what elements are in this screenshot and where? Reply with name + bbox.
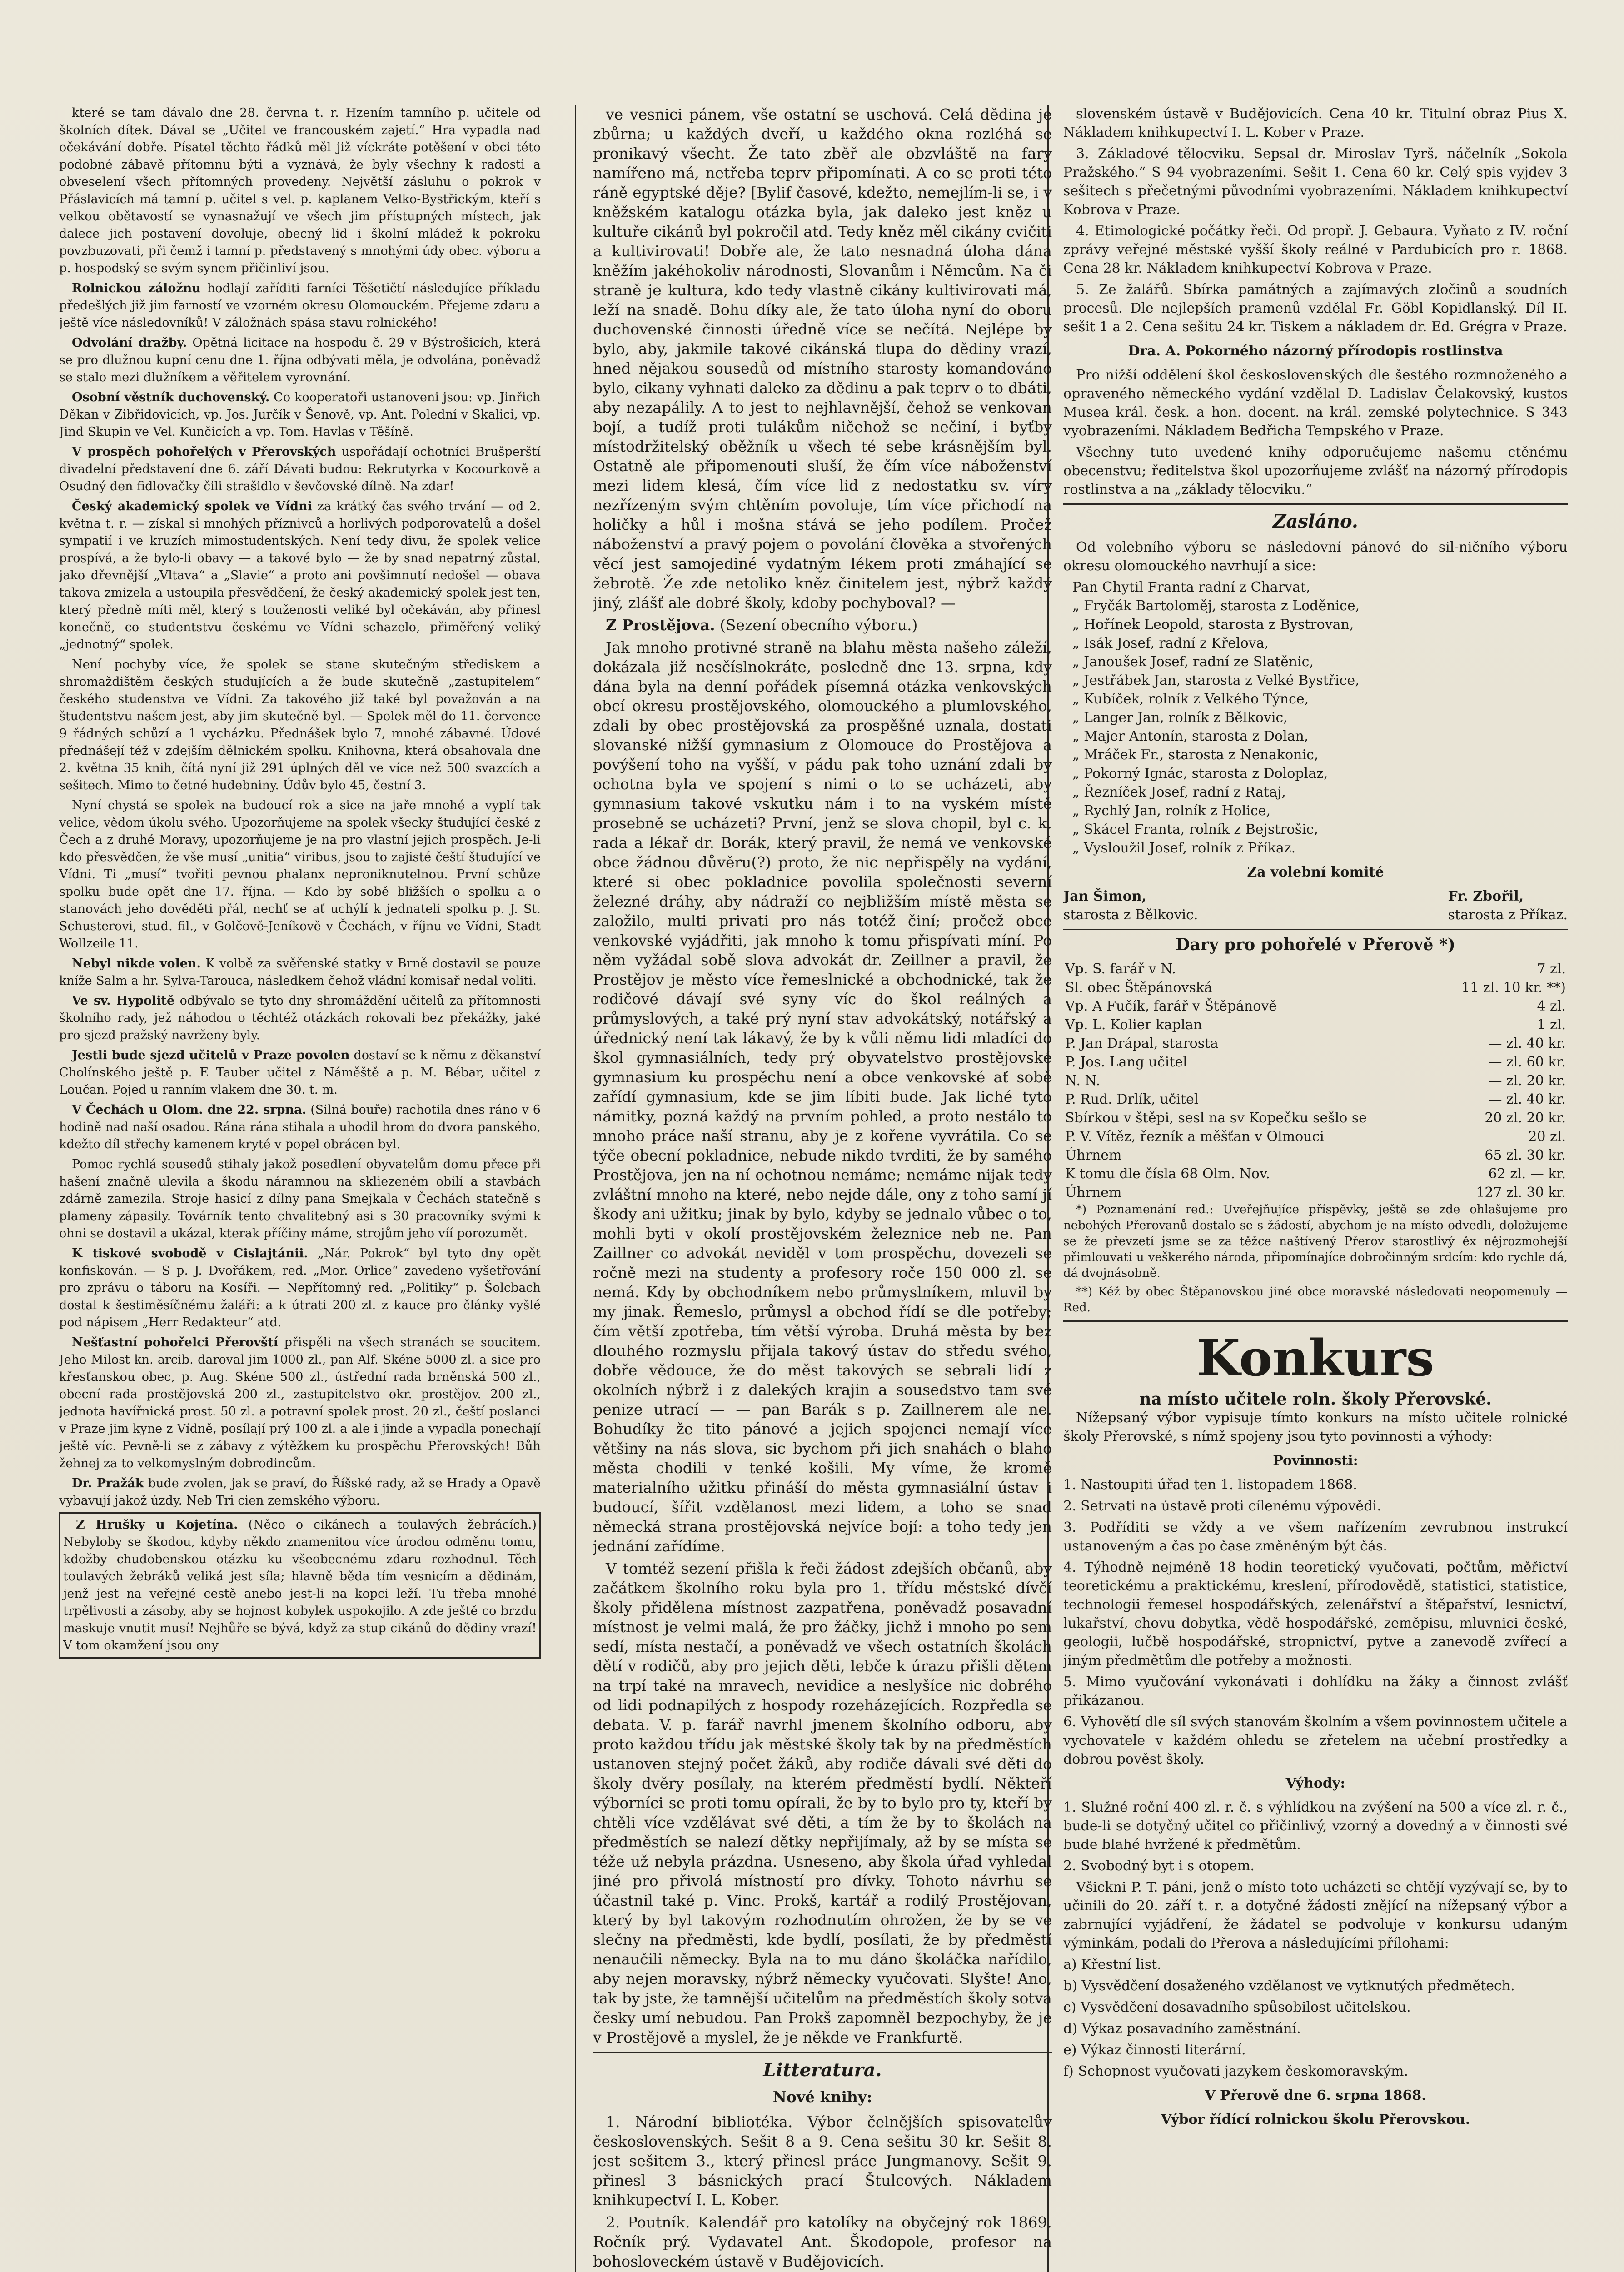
donor: Vp. L. Kolier kaplan bbox=[1065, 1017, 1202, 1033]
divider bbox=[593, 2052, 1052, 2053]
candidate-item: „ Kubíček, rolník z Velkého Týnce, bbox=[1072, 691, 1309, 707]
signer: Výbor řídící rolnickou školu Přerovskou. bbox=[1161, 2112, 1470, 2128]
paragraph: Nížepsaný výbor vypisuje tímto konkurs na místo učitele rolnické školy Přerovské, s nímž spojeny jsou tyto povinnosti a výhody: bbox=[1063, 1410, 1568, 1445]
amount: — zl. 40 kr. bbox=[1488, 1036, 1566, 1051]
duty-item: 1. Nastoupiti úřad ten 1. listopadem 1868. bbox=[1063, 1477, 1357, 1493]
amount: 20 zl. 20 kr. bbox=[1485, 1110, 1566, 1126]
paragraph: Všickni P. T. páni, jenž o místo toto ucházeti se chtějí vyzývají se, by to učinili do 20. září t. r. a dotyčné žádosti znějící na nížepsaný výbor a zabrnující vyjádření, že žádatel se podvoluje v konkursu udaným výminkám, podali do Přerova a následujícími přílohami: bbox=[1063, 1879, 1568, 1951]
candidate-item: „ Hořínek Leopold, starosta z Bystrovan, bbox=[1072, 617, 1354, 633]
benefits-list bbox=[1063, 1798, 1568, 1875]
paragraph: Všechny tuto uvedené knihy odporučujeme našemu ctěnému obecenstvu; ředitelstva škol upozorňujeme zvlášť na názorný přírodopis rostlinstva a na „základy tělocviku.“ bbox=[1063, 444, 1568, 498]
attachment-item: c) Vysvědčení dosavadního spůsobilost učitelskou. bbox=[1063, 1999, 1411, 2015]
book-entry: 1. Národní bibliotéka. Výbor čelnějších spisovatelův československých. Sešit 8 a 9. Cena sešitu 30 kr. Sešit 8. jest sešitem 3., který přinesl práce Jungmanovy. Sešit 9. přinesl 3 básnických prací Štulcových. Nákladem knihkupectví I. L. Kober. bbox=[593, 2113, 1052, 2209]
book-entry: 2. Poutník. Kalendář pro katolíky na obyčejný rok 1869. Ročník prý. Vydavatel Ant. Škodopole, profesor na bohosloveckém ústavě v Budějovicích. bbox=[593, 2213, 1052, 2270]
lead: Nebyl nikde volen. bbox=[72, 957, 201, 971]
donation-row bbox=[1063, 997, 1568, 1016]
donation-row bbox=[1063, 1127, 1568, 1146]
donation-row bbox=[1063, 960, 1568, 978]
candidate-item: „ Jestřábek Jan, starosta z Velké Bystřice, bbox=[1072, 673, 1360, 688]
attachment-item: e) Výkaz činnosti literární. bbox=[1063, 2042, 1246, 2058]
candidate-item: „ Řezníček Josef, radní z Rataj, bbox=[1072, 784, 1286, 800]
paragraph: Pomoc rychlá sousedů stihaly jakož posedlení obyvatelům domu přece při hašení značně ulevila a škodu náramnou na skliezeném obilí a stavbách zdárně zamezila. Stroje hasicí z dílny pana Smejkala v Čechách statečně s plameny zápasily. Továrník tento chvalitebný asi s 30 pracovníky svými k ohni se dostavil a ukázal, kterak příčiny máme, strojům jeho víí porozumět. bbox=[59, 1157, 541, 1241]
signature-right: Fr. Zbořil, starosta z Příkaz. bbox=[1448, 888, 1568, 923]
subheading: Z Prostějova. (Sezení obecního výboru.) bbox=[606, 616, 918, 634]
amount: 127 zl. 30 kr. bbox=[1476, 1185, 1566, 1201]
paragraph: Rolnickou záložnu hodlají zaříditi farníci Těšetičtí následujíce příkladu předešlých již jim farností ve vzorném okresu Olomouckém. Přejeme zdaru a ještě více následovníků! V záložnách spása stavu rolnického! bbox=[59, 281, 541, 330]
lead: V Čechách u Olom. dne 22. srpna. bbox=[72, 1103, 307, 1117]
paragraph: Nešťastní pohořelci Přerovští přispěli na všech stranách se soucitem. Jeho Milost kn. arcib. daroval jim 1000 zl., pan Alf. Skéne 5000 zl. a sice pro křesťanskou obec, p. Aug. Skéne 500 zl., ústřední rada brněnská 500 zl., obecní rada prostějovská 200 zl., zastupitelstvo okr. prostějov. 200 zl., jednota havířnická prost. 50 zl. a potravní spolek prost. 20 zl., čeští poslanci v Praze jim kyne z Vídně, posílají prý 100 zl. a ale i jinde a vypadla ponechají ještě víc. Pevně-li se z zábavy z výtěžkem ku prospěchu Přerovských! Bůh žehnej za to velkomyslným dobrodincům. bbox=[59, 1335, 541, 1470]
duties-list bbox=[1063, 1475, 1568, 1769]
amount: 4 zl. bbox=[1537, 998, 1566, 1014]
benefit-item: 2. Svobodný byt i s otopem. bbox=[1063, 1858, 1255, 1874]
attachments-list bbox=[1063, 1955, 1568, 2081]
paragraph: K tiskové svobodě v Cislajtánii. „Nár. Pokrok“ byl tyto dny opět konfiskován. — S p. J. Dvořákem, red. „Mor. Orlice“ zavedeno vyšetřování pro zprávu o táboru na Kosíři. — Nepřítomný red. „Politiky“ p. Šolcbach dostal k šestiměsíčnému žaláři: a k útrati 200 zl. z kauce pro články vyšlé pod nápisem „Herr Redakteur“ atd. bbox=[59, 1246, 541, 1330]
lead: K tiskové svobodě v Cislajtánii. bbox=[72, 1246, 308, 1261]
donations-title: Dary pro pohořelé v Přerově *) bbox=[1176, 935, 1455, 954]
paragraph: V tomtéž sezení přišla k řeči žádost zdejších občanů, aby začátkem školního roku byla pro 1. třídu městské dívčí školy přidělena místnost zazpatřena, poněvadž posavadní místnost je velmi malá, že pro žáčky, jichž i mnoho po sem sedí, místa nestačí, a poněvadž ve všech ostatních školách dětí v rodičů, aby pro jejich děti, lebče k úrazu přišli dětem na trpí také na mravech, nevidice a neslyšíce nic dobrého od lidi podnapilých z hospody rozeházejících. Rozpředla se debata. V. p. farář navrhl jmenem školního odboru, aby proto každou třídu jak městské školy tak by na předměstích ustanoven stejný počet žáků, aby rodiče dávali své děti do školy dvěry posílaly, na kterém předměstí bydlí. Někteří výborníci se proti tomu opírali, že by to bylo pro ty, kteří by chtěli více vzdělávat své děti, a tím že by to školách na předměstích se nalezí dětky nepřijímaly, až by se místa se téže už nebyla prázdna. Usneseno, aby škola úřad vyhledal jiné pro přivolá místností pro dívky. Tohoto návrhu se účastnil také p. Vinc. Prokš, kartář a rodilý Prostějovan, který by byl takovým rozhodnutím ohrožen, že by se ve slečny na předměsti, kde bydlí, posílati, že by předměstí nenaučili německy. Byla na to mu dáno školáčka nařídilo, aby nejen moravsky, nýbrž německy vyučovati. Slyšte! Ano, tak by jste, že tamnější učitelům na předměstích školy sotva česky umí nebudou. Pan Prokš zapomněl bezpochyby, že je v Prostějově a myslel, že je někde ve Frankfurtě. bbox=[593, 1560, 1052, 2046]
donor: N. N. bbox=[1065, 1073, 1101, 1089]
candidate-item: „ Langer Jan, rolník z Bělkovic, bbox=[1072, 710, 1288, 726]
footnote: *) Poznamenání red.: Uveřejňujíce příspěvky, ještě se zde ohlašujeme pro nebohých Přerovanů dostalo se s žádostí, abychom je na místo odvedli, doložujeme se že převzetí jsme se za těžce naštívený Přerov starostlivý ěx nějrozmohejší přimlouvati u veškerého národa, připomínajíce dobročinným srdcím: kdo rychle dá, dá dvojnásobně. bbox=[1063, 1203, 1568, 1280]
candidate-item: „ Vysloužil Josef, rolník z Příkaz. bbox=[1072, 840, 1296, 856]
benefit-item: 1. Služné roční 400 zl. r. č. s výhlídkou na zvýšení na 500 a více zl. r. č., bude-li se dotyčný učitel co přičinlivý, vzorný a dovedný a v činnosti své bude blahé hvržené k předmětům. bbox=[1063, 1799, 1568, 1853]
candidate-item: „ Janoušek Josef, radní ze Slatěnic, bbox=[1072, 654, 1314, 670]
book-heading: Dra. A. Pokorného názorný přírodopis rostlinstva bbox=[1128, 343, 1503, 359]
book-entry: 5. Ze žalářů. Sbírka památných a zajímavých zločinů a soudních procesů. Dle nejlepších pramenů vzdělal Fr. Göbl Kopidlanský. Díl II. sešit 1 a 2. Cena sešitu 24 kr. Tiskem a nákladem dr. Ed. Grégra v Praze. bbox=[1063, 282, 1568, 335]
divider bbox=[1063, 1320, 1568, 1322]
signature-left: Jan Šimon, starosta z Bělkovic. bbox=[1063, 888, 1198, 923]
lead: Ve sv. Hypolitě bbox=[72, 994, 175, 1008]
paragraph: ve vesnici pánem, vše ostatní se uschová. Celá dědina je zbůrna; u každých dveří, u každého okna rozléhá se pronikavý všecht. Že tato zběř ale obzvláště na fary namířeno má, netřeba teprv připomínati. A co se proti této ráně egyptské děje? [Bylif časové, kdežto, nemejlím-li se, i v kněžském katalogu otázka byla, jak daleko jest kněz u kultuře cikánů byl pokročil atd. Tedy kněz měl cikány cvičiti a kultivirovati! Dobře ale, že tato nesnadná úloha dána kněžím jakéhokoliv národnosti, Slovanům i Němcům. Na či straně je kultura, kdo tedy vlastně cikány kultivirovati má, leží na snadě. Bohu díky ale, že tato úloha nyní do oboru duchovenské činnosti úředně více se nečítá. Nejlépe by bylo, aby, jakmile takové cikánská tlupa do dědiny vrazí, hned nějakou sousedů od místního starosty komandováno bylo, cikany vyhnati daleko za dědinu a pak teprv o to dbáti, aby nezapálily. A to jest to nejhlavnější, čehož se venkovan bojí, a tudíž proti tulákům ničehož se nečiní, i byťby místodržitelský oběžník u všech té sebe krásnějším byl. Ostatně ale připomenouti sluší, že čím více náboženství mezi lidem klesá, čím více lid z nedostatku sv. víry nezřízeným svým chtěním povoluje, tím více přichodí na holičky a hůl i mošna stává se jeho podílem. Pročež náboženství a pravý pojem o povolání člověka a stvořených věcí jest samojediné vydatným lékem proti zmáhající se žebrotě. Že zde netoliko kněz činitelem jest, nýbrž každý jiný, zlášť ale dobré školy, kdoby pochyboval? — bbox=[593, 105, 1052, 612]
lead: Český akademický spolek ve Vídni bbox=[72, 499, 312, 513]
paragraph: Český akademický spolek ve Vídni za krátký čas svého trvání — od 2. května t. r. — získal si mnohých příznivců a horlivých podporovatelů a došel sympatií i ve kruzích mimostudentských. Není tedy divu, že spolek velice prospívá, a že bylo-li obavy — a takové bylo — že by snad nepatrný zůstal, jako dřevnější „Vltava“ a „Slavie“ a proto ani povšimnutí nedošel — obava takova zmizela a ustoupila přesvědčení, že český akademický spolek jest ten, který předně míti měl, který s touženosti veliké byl očekáván, aby přinesl konečně, co studentstvu českému ve Vídni schazelo, přiměřený veliký „jednotný“ spolek. bbox=[59, 499, 541, 652]
donor: P. Jan Drápal, starosta bbox=[1065, 1036, 1219, 1051]
donation-row bbox=[1063, 1034, 1568, 1053]
donation-row bbox=[1063, 1146, 1568, 1165]
amount: — zl. 20 kr. bbox=[1488, 1073, 1566, 1089]
section-title-literature: Litteratura. bbox=[763, 2059, 882, 2081]
amount: 20 zl. bbox=[1528, 1129, 1566, 1145]
amount: — zl. 60 kr. bbox=[1488, 1054, 1566, 1070]
section-title-zaslano: Zasláno. bbox=[1273, 511, 1358, 532]
paragraph: Nyní chystá se spolek na budoucí rok a sice na jaře mnohé a vyplí tak velice, vědom úkolu svého. Upozorňujeme na spolek všecky študující české z Čech a z druhé Moravy, upozorňujeme je na pro vlastní jejich prospěch. Je-li kdo přesvědčen, že vše musí „unitia“ viribus, jsou to zajisté čeští študující ve Vídni. Ti „musí“ tvořiti pevnou phalanx neproniknutelnou. První schůze spolku bude opět dne 17. října. — Kdo by sobě bližších o spolku a o stanovách jeho dověděti přál, nechť se ať uchýlí k jednateli spolku p. J. St. Schusterovi, stud. fil., v Golčově-Jeníkově v Čechách, v říjnu ve Vídni, Stadt Wollzeile 11. bbox=[59, 798, 541, 951]
paragraph: Jestli bude sjezd učitelů v Praze povolen dostaví se k němu z děkanství Cholínského ještě p. E Tauber učitel z Náměště a p. M. Bébar, učitel z Loučan. Pojed u ranním vlakem dne 30. t. m. bbox=[59, 1048, 541, 1097]
duty-item: 2. Setrvati na ústavě proti cílenému výpovědi. bbox=[1063, 1498, 1381, 1514]
book-entry: slovenském ústavě v Budějovicích. Cena 40 kr. Titulní obraz Pius X. Nákladem knihkupectví I. L. Kober v Praze. bbox=[1063, 106, 1568, 140]
paragraph: Ve sv. Hypolitě odbývalo se tyto dny shromáždění učitelů za přítomnosti školního rady, jež náhodou o těchtéž otázkách rokovali bez překážky, jaké pro sjezd pražský navrženy byly. bbox=[59, 994, 541, 1042]
lead: Dr. Pražák bbox=[72, 1476, 144, 1490]
column-left bbox=[59, 105, 541, 2272]
column-middle bbox=[593, 105, 1052, 2272]
book-entry: 3. Základové tělocviku. Sepsal dr. Miroslav Tyrš, náčelník „Sokola Pražského.“ S 94 vyobrazeními. Sešit 1. Cena 60 kr. Celý spis vyjdev 3 sešitech s přečetnými původními vyobrazeními. Nákladem knihkupectví Kobrova v Praze. bbox=[1063, 146, 1568, 218]
attachment-item: d) Výkaz posavadního zaměstnání. bbox=[1063, 2021, 1301, 2037]
amount: 7 zl. bbox=[1537, 961, 1566, 977]
lead: V prospěch pohořelých v Přerovských bbox=[72, 445, 336, 459]
book-entry: 4. Etimologické počátky řeči. Od propř. J. Gebaura. Vyňato z IV. roční zprávy veřejné městské vyšší školy reálné v Pardubicích pro r. 1868. Cena 28 kr. Nákladem knihkupectví Kobrova v Praze. bbox=[1063, 223, 1568, 276]
lead: Jestli bude sjezd učitelů v Praze povolen bbox=[72, 1048, 350, 1062]
lead: Odvolání dražby. bbox=[72, 336, 187, 350]
donation-row bbox=[1063, 1016, 1568, 1034]
date-line: V Přerově dne 6. srpna 1868. bbox=[1205, 2088, 1426, 2103]
paragraph: Nebyl nikde volen. K volbě za svěřenské statky v Brně dostavil se pouze kníže Salm a hr. Sylva-Tarouca, následkem čehož vládní komisař nedal voliti. bbox=[59, 957, 541, 988]
donation-row bbox=[1063, 978, 1568, 997]
donor: Sbírkou v štěpi, sesl na sv Kopečku sešlo se bbox=[1065, 1110, 1367, 1126]
konkurs-subtitle: na místo učitele roln. školy Přerovské. bbox=[1139, 1390, 1492, 1409]
signatures bbox=[1063, 887, 1568, 924]
candidate-item: „ Majer Antonín, starosta z Dolan, bbox=[1072, 728, 1309, 744]
donor: Úhrnem bbox=[1065, 1185, 1122, 1201]
attachment-item: f) Schopnost vyučovati jazykem českomoravským. bbox=[1063, 2063, 1408, 2079]
donor: P. Rud. Drlík, učitel bbox=[1065, 1091, 1199, 1107]
candidate-item: „ Mráček Fr., starosta z Nenakonic, bbox=[1072, 747, 1319, 763]
donation-row bbox=[1063, 1183, 1568, 1202]
column-rule bbox=[575, 105, 576, 2272]
konkurs-title: Konkurs bbox=[1196, 1329, 1435, 1387]
candidate-item: „ Isák Josef, radní z Křelova, bbox=[1072, 635, 1269, 651]
donor: Vp. S. farář v N. bbox=[1065, 961, 1176, 977]
attachment-item: a) Křestní list. bbox=[1063, 1957, 1161, 1973]
amount: 1 zl. bbox=[1537, 1017, 1566, 1033]
donor: Sl. obec Štěpánovská bbox=[1065, 980, 1212, 996]
paragraph: V prospěch pohořelých v Přerovských uspořádají ochotníci Brušperští divadelní představení dne 6. září Dávati budou: Rekrutyrka v Kocourkově a Osudný den fidlovačky čili strašidlo v ševčovské dílně. Na zdar! bbox=[59, 445, 541, 493]
duty-item: 3. Podříditi se vždy a ve všem nařízením zevrubnou instrukcí ustanoveným a čas po čase změněným být čás. bbox=[1063, 1520, 1568, 1554]
donation-row bbox=[1063, 1090, 1568, 1109]
donation-row bbox=[1063, 1109, 1568, 1127]
amount: 65 zl. 30 kr. bbox=[1485, 1147, 1566, 1163]
paragraph: Z Hrušky u Kojetína. (Něco o cikánech a toulavých žebrácích.) Nebyloby se škodou, kdyby někdo znamenitou více úrodou odměnu tomu, kdožby chudobenskou otázku ku všeobecnému zdaru rozhodnul. Těch toulavých žebráků veliká jest síla; hlavně běda tím vesnicím a dědinám, jenž jest na veřejné cestě anebo jest-li na kopci leží. Tu třeba mnohé trpělivosti a zásoby, aby se hojnost kobylek uspokojilo. A zde ještě co brzdu maskuje vnutit musí! Nejhůře se bývá, když za stup cikánů do dědiny vrazí! V tom okamžení jsou ony bbox=[59, 1512, 541, 1659]
amount: 62 zl. — kr. bbox=[1488, 1166, 1566, 1182]
duties-heading: Povinnosti: bbox=[1273, 1453, 1358, 1469]
donor: K tomu dle čísla 68 Olm. Nov. bbox=[1065, 1166, 1270, 1182]
book-entry: Pro nižší oddělení škol československých dle šestého rozmnoženého a opraveného německého vydání vzdělal D. Ladislav Čelakovský, kustos Musea král. česk. a hon. docent. na král. zemské polytechnice. S 343 vyobrazeními. Nákladem Bedřicha Tempského v Praze. bbox=[1063, 367, 1568, 439]
paragraph: Osobní věstník duchovenský. Co kooperatoři ustanoveni jsou: vp. Jinřich Děkan v Zibřidovicích, vp. Jos. Jurčík v Šenově, vp. Ant. Polední v Skalici, vp. Jind Skupin ve Vel. Kunčicích a vp. Tom. Havlas v Těšíně. bbox=[59, 390, 541, 439]
donation-row bbox=[1063, 1071, 1568, 1090]
donations-table bbox=[1063, 960, 1568, 1202]
committee-label: Za volební komité bbox=[1247, 864, 1384, 880]
donor: P. Jos. Lang učitel bbox=[1065, 1054, 1187, 1070]
donor: Úhrnem bbox=[1065, 1147, 1122, 1163]
paragraph: Odvolání dražby. Opětná licitace na hospodu č. 29 v Býstrošicích, která se pro dlužnou kupní cenu dne 1. října odbývati měla, je odvolána, poněvadž se stalo mezi dlužníkem a věřitelem vyrovnání. bbox=[59, 336, 541, 384]
benefits-heading: Výhody: bbox=[1285, 1775, 1345, 1791]
donation-row bbox=[1063, 1053, 1568, 1071]
candidate-item: „ Pokorný Ignác, starosta z Doloplaz, bbox=[1072, 766, 1328, 782]
column-right bbox=[1063, 105, 1568, 2272]
duty-item: 4. Týhodně nejméně 18 hodin teoretický vyučovati, počtům, měřictví teoretickému a praktickému, kreslení, přírodovědě, statistici, statistice, technologii řemesel hospodářských, zelenářství a štěpařství, lesnictví, lukařství, chovu dobytka, vědě hospodářské, zeměpisu, mluvnici české, geologii, lučbě hospodářské, stropnictví, pytve a zanevodě zvířecí a jiným předmětům dle potřeby a možnosti. bbox=[1063, 1560, 1568, 1669]
candidate-item: „ Skácel Franta, rolník z Bejstrošic, bbox=[1072, 822, 1319, 837]
donation-row bbox=[1063, 1165, 1568, 1183]
candidate-item: Pan Chytil Franta radní z Charvat, bbox=[1072, 579, 1310, 595]
lead: Rolnickou záložnu bbox=[72, 281, 201, 295]
subheading-new-books: Nové knihy: bbox=[772, 2088, 872, 2106]
paragraph: Dr. Pražák bude zvolen, jak se praví, do Říšské rady, až se Hrady a Opavě vybavují jakož úzdy. Neb Tri cien zemského výboru. bbox=[59, 1476, 541, 1508]
paragraph: Jak mnoho protivné straně na blahu města našeho záleží, dokázala již nesčíslnokráte, posledně dne 13. srpna, kdy dána byla na denní pořádek písemná otázka venkovských obcí okresu prostějovského, olomouckého a plumlovského, zdali by obec prostějovská za prospěšné uznala, dostati slovanské nižší gymnasium z Olomouce do Prostějova a povýšení toho na vyšší, v pádu pak toho uznání zdali by ochotna byla ve spojení s nimi o to se ucházeti, aby gymnasium takové vskutku nám i to na vyském místě prosebně se ucházeti? První, jenž se slova chopil, byl c. k. rada a lékař dr. Borák, který pravil, že nemá ve venkovské obce žádnou důvěru(?) proto, že nic nepřispěly na vydání, které si obec pokladnice povolila společnosti severní železné dráhy, aby nádraží co nejbližším místě města se založilo, multi privati pro nás totéž činí; pročež obce venkovské vyjádřiti, jak mnoho k tomu přispívati míní. Po něm vyžádal sobě slova advokát dr. Zeillner a pravil, že Prostějov je město více řemeslnické a obchodnické, tak že rodičové dávají své syny víc do škol reálných a průmyslových, a také prý nyní stav advokátský, notářský a úřednický není tak lákavý, že by k vůli němu lidi mladíci do škol gymnasiálních, tedy prý obyvatelstvo prostějovské gymnasium ku prospěchu není a obce venkovské ať sobě zařídí gymnasium, kde se jim líbiti bude. Jak liché tyto námitky, pozná každý na prvním pohled, a proto nestálo to mnoho práce naší stranu, aby je z kořene vyvrátila. Co se týče obecní pokladnice, nebude nikdo tvrditi, že by samého Prostějova, jen na ní ochotnou nemáme; nemáme nijak tedy zvláštní mnoho na které, nebo nejde dále, ony z toho samí jí škody ani užitku; jinak by bylo, kdyby se jednalo vůbec o to, mohli byti v okolí prostějovském železnice neb ne. Pan Zaillner co advokát neviděl v tom prospěchu, dovezeli se ročně mezi na studenty a profesory roče 150 000 zl. se nemá. Kdy by obchodníkem nebo průmyslníkem, mluvil by my jinak. Řemeslo, průmysl a obchod řídí se dle potřeby; čím větší zpotřeba, tím větší výroba. Druhá města by bez dlouhého rozmyslu přijala takový ústav do středu svého, dobře vědouce, že do měst takových se sebrali lidí z okolních nýbrž i z dalekých krajin a sousedstvo tam své penize utrací — — pan Barák s p. Zaillnerem ale ne. Bohudíky že tito pánové a jejich spojenci nemají více většiny na nás slova, sic bychom při jich snahách o blaho města chodili v tenké košili. My víme, že kromě materialního užitku přináší do města gymnasiální ústav i budoucí, šířit vzdělanost mezi lidem, a toho se snad německá strana prostějovská nejvíce bojí: a toho tedy jen jednání zařídíme. bbox=[593, 638, 1052, 1555]
footnote: **) Kéž by obec Štěpanovskou jiné obce moravské následovati neopomenuly — Red. bbox=[1063, 1285, 1568, 1315]
duty-item: 6. Vyhovětí dle síl svých stanovám školním a všem povinnostem učitele a vychovatele v každém ohledu se zřetelem na učební prostředky a dobrou pověst školy. bbox=[1063, 1714, 1568, 1767]
attachment-item: b) Vysvědčení dosaženého vzdělanost ve vytknutých předmětech. bbox=[1063, 1978, 1515, 1994]
donor: P. V. Vítěz, řezník a měšťan v Olmouci bbox=[1065, 1129, 1324, 1145]
divider bbox=[1063, 929, 1568, 930]
candidate-list bbox=[1063, 578, 1568, 857]
paragraph: které se tam dávalo dne 28. června t. r. Hzením tamního p. učitele od školních dítek. Dával se „Učitel ve francouském zajetí.“ Hra vypadla nad očekávání dobře. Písatel těchto řádků měl již víckráte potěšení v obci této podobné zábavě přítomnu býti a vyznává, že byly všechny k radosti a obveselení všech přítomných provedeny. Největší zásluhu o pokrok v Přáslavicích má tamní p. učitel s vel. p. kaplanem Velko-Bystřickým, kteří s velkou obětavostí se vynasnažují ve všech jim přístupných místech, jak dalece jich postavení dovoluje, obecný lid i školní mládež k pokroku povzbuzovati, při čemž i tamní p. představený s mnohými údy obec. výboru a p. hospodský se svým synem přičinliví jsou. bbox=[59, 106, 541, 275]
candidate-item: „ Rychlý Jan, rolník z Holice, bbox=[1072, 803, 1271, 819]
divider bbox=[1063, 503, 1568, 505]
amount: 11 zl. 10 kr. **) bbox=[1461, 980, 1566, 996]
paragraph: Není pochyby více, že spolek se stane skutečným střediskem a shromaždištěm českých studujících a že bude skutečně „zastupitelem“ českého studenstva ve Vídni. Za takového již také byl považován a na študentstvu našem jest, aby jim skutečně byl. — Spolek měl do 11. července 9 řádných schůzí a 1 vycházku. Přednášek bylo 7, mnohé zábavné. Údové přednášejí též v zdejším dělnickém spolku. Knihovna, která obsahovala dne 2. května 35 knih, čítá nyní již 291 úplných děl ve více než 500 svazcích a sešitech. Mimo to četné hudebniny. Údův bylo 45, čestní 3. bbox=[59, 658, 541, 792]
paragraph: Od volebního výboru se následovní pánové do sil-ničního výboru okresu olomouckého navrhují a sice: bbox=[1063, 539, 1568, 574]
lead: Z Hrušky u Kojetína. bbox=[76, 1518, 238, 1532]
paragraph: V Čechách u Olom. dne 22. srpna. (Silná bouře) rachotila dnes ráno v 6 hodině nad naší osadou. Rána rána stihala a uhodil hrom do dvora panského, kdežto díl střechy kamenem kryté v popel obrácen byl. bbox=[59, 1103, 541, 1151]
candidate-item: „ Fryčák Bartoloměj, starosta z Loděnice, bbox=[1072, 598, 1360, 614]
donor: Vp. A Fučík, farář v Štěpánově bbox=[1065, 998, 1277, 1014]
duty-item: 5. Mimo vyučování vykonávati i dohlídku na žáky a činnost zvlášť přikázanou. bbox=[1063, 1674, 1568, 1709]
amount: — zl. 40 kr. bbox=[1488, 1091, 1566, 1107]
lead: Nešťastní pohořelci Přerovští bbox=[72, 1335, 278, 1350]
lead: Osobní věstník duchovenský. bbox=[72, 390, 270, 404]
